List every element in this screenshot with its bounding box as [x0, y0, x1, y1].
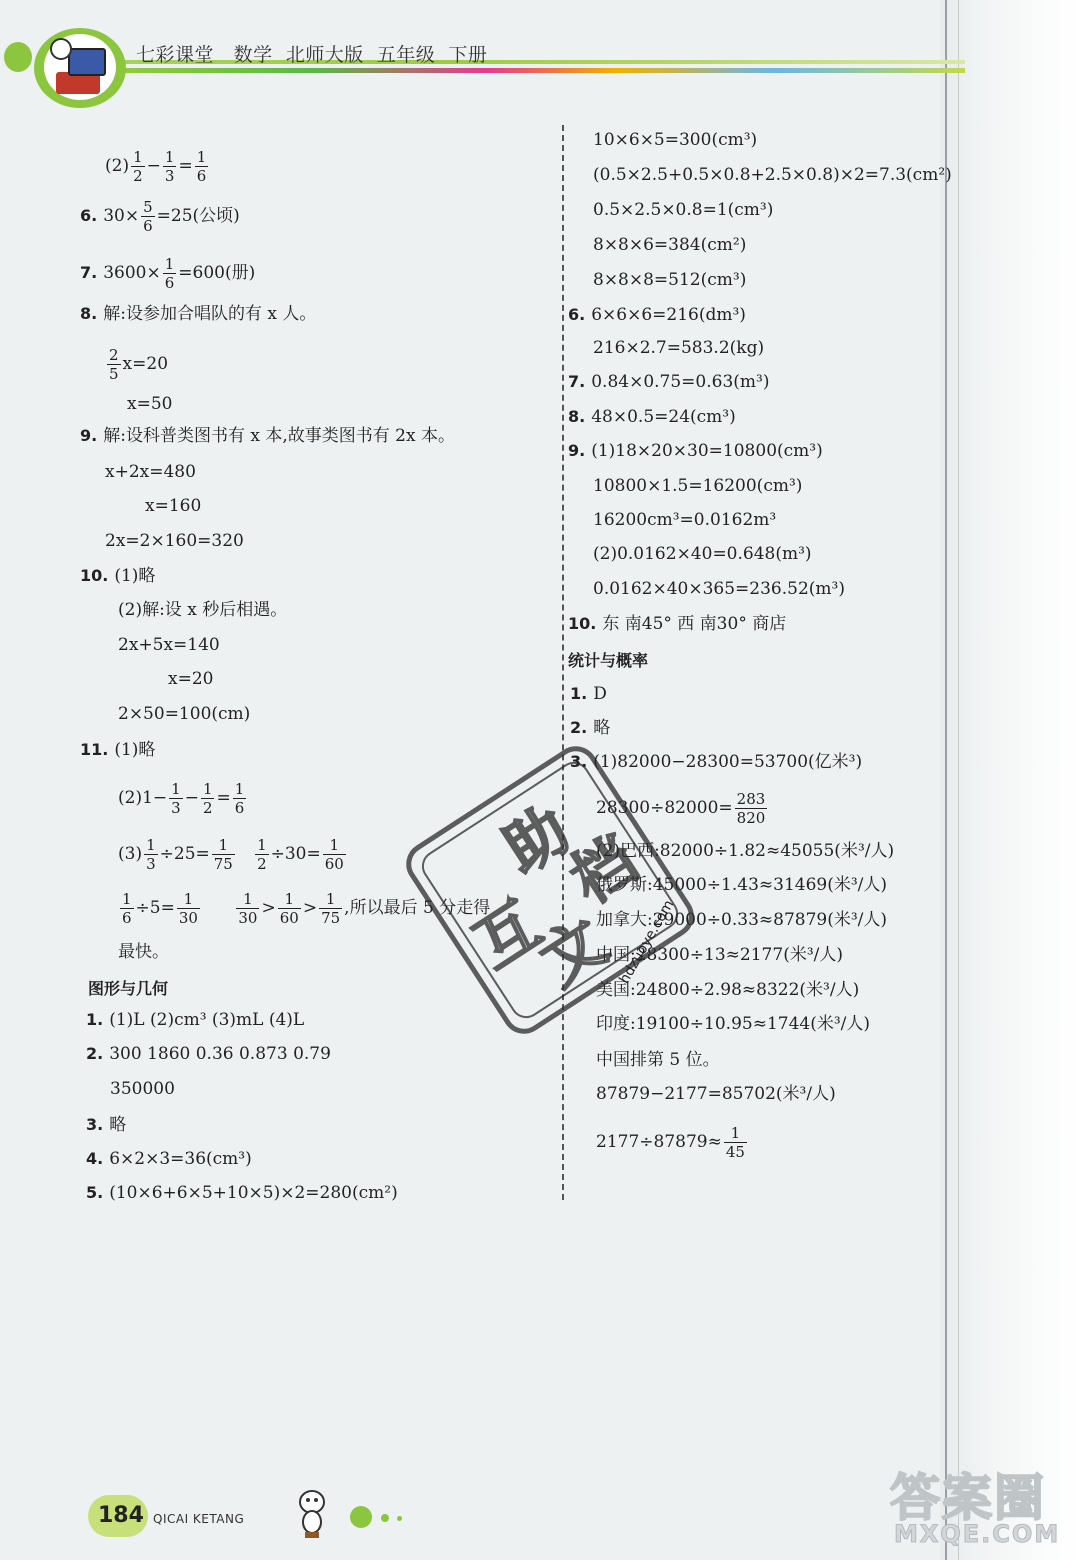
right-line-2: (0.5×2.5+0.5×0.8+2.5×0.8)×2=7.3(cm²)	[593, 165, 952, 185]
geo-9-l3: 16200cm³=0.0162m³	[593, 510, 777, 530]
header-title: 七彩课堂 数学 北师大版 五年级 下册	[136, 44, 488, 66]
geo-5: 5. (10×6+6×5+10×5)×2=280(cm²)	[86, 1183, 398, 1203]
stat-1: 1. D	[570, 684, 607, 704]
geo-4: 4. 6×2×3=36(cm³)	[86, 1149, 252, 1169]
answer-9-eq2: x=160	[145, 496, 202, 516]
logo-mascot-icon	[50, 38, 72, 60]
stamp-url: hdzuoye.com	[616, 897, 678, 987]
page-fold-line-2	[958, 0, 959, 1560]
geo-9-l4: (2)0.0162×40=0.648(m³)	[593, 544, 812, 564]
stat-2: 2. 略	[570, 718, 611, 738]
stamp-char: 档	[557, 822, 650, 918]
stat-3: 3. (1)82000−28300=53700(亿米³)	[570, 752, 863, 772]
geo-3: 3. 略	[86, 1115, 127, 1135]
answer-8-eq2: x=50	[127, 394, 173, 414]
stat-3-l4: 俄罗斯:45000÷1.43≈31469(米³/人)	[596, 875, 888, 895]
geo-9-l2: 10800×1.5=16200(cm³)	[593, 476, 803, 496]
stat-3-l7: 美国:24800÷2.98≈8322(米³/人)	[596, 980, 860, 1000]
answer-11-l4: $\frac{1}{6}$ ÷5= $\frac{1}{30}$ $\frac{1}{30}$ > $\frac{1}{60}$ > $\frac{1}{75}$ ,所以最后 5 分走得	[122, 890, 491, 927]
stat-3-l8: 印度:19100÷10.95≈1744(米³/人)	[596, 1014, 871, 1034]
right-line-3: 0.5×2.5×0.8=1(cm³)	[593, 200, 774, 220]
logo-dot	[4, 42, 32, 72]
answer-9: 9. 解:设科普类图书有 x 本,故事类图书有 2x 本。	[80, 426, 455, 446]
geo-1: 1. (1)L (2)cm³ (3)mL (4)L	[86, 1010, 305, 1030]
stat-3-l2: 28300÷82000= $\frac{283}{820}$	[596, 790, 766, 827]
answer-10: 10. (1)略	[80, 566, 156, 586]
answer-6: 6. 30× $\frac{5}{6}$ =25(公顷)	[80, 198, 240, 235]
corner-watermark	[890, 1458, 1070, 1554]
stat-3-l6: 中国:28300÷13≈2177(米³/人)	[596, 945, 843, 965]
answer-7: 7. 3600× $\frac{1}{6}$ =600(册)	[80, 255, 256, 292]
stat-3-l9: 中国排第 5 位。	[596, 1050, 720, 1070]
answer-9-eq1: x+2x=480	[105, 462, 196, 482]
page-fold-line	[945, 0, 947, 1560]
answer-11-l3: (3) $\frac{1}{3}$ ÷25= $\frac{1}{75}$ $\frac{1}{2}$ ÷30= $\frac{1}{60}$	[118, 836, 344, 873]
answer-10-l3: 2x+5x=140	[118, 635, 220, 655]
right-line-1: 10×6×5=300(cm³)	[593, 130, 758, 150]
logo-monitor-icon	[68, 48, 106, 76]
footer-dot	[397, 1516, 402, 1521]
geo-6-l2: 216×2.7=583.2(kg)	[593, 338, 765, 358]
footer-dot	[350, 1506, 372, 1528]
answer-10-l5: 2×50=100(cm)	[118, 704, 251, 724]
answer-11-l5: 最快。	[118, 942, 169, 962]
geo-2-l2: 350000	[110, 1079, 175, 1099]
answer-11: 11. (1)略	[80, 740, 156, 760]
answer-8: 8. 解:设参加合唱队的有 x 人。	[80, 304, 317, 324]
answer-10-l4: x=20	[168, 669, 214, 689]
geo-7: 7. 0.84×0.75=0.63(m³)	[568, 372, 770, 392]
answer-9-eq3: 2x=2×160=320	[105, 531, 244, 551]
corner-watermark-cn: 答案圈	[890, 1469, 1046, 1527]
stamp-char: 助	[490, 792, 583, 888]
answer-8-eq1: $\frac{2}{5}$ x=20	[109, 346, 169, 383]
section-title-geometry: 图形与几何	[88, 979, 169, 998]
geo-2: 2. 300 1860 0.36 0.873 0.79	[86, 1044, 331, 1064]
right-line-4: 8×8×6=384(cm²)	[593, 235, 747, 255]
geo-9: 9. (1)18×20×30=10800(cm³)	[568, 441, 823, 461]
stamp-char: 文	[527, 904, 620, 1000]
corner-watermark-en: MXQE.COM	[894, 1520, 1061, 1548]
answer-line: (2) $\frac{1}{2}$ − $\frac{1}{3}$ = $\frac{1}{6}$	[105, 148, 207, 185]
geo-6: 6. 6×6×6=216(dm³)	[568, 305, 746, 325]
answer-10-l2: (2)解:设 x 秒后相遇。	[118, 600, 288, 620]
stat-3-l10: 87879−2177=85702(米³/人)	[596, 1084, 836, 1104]
right-line-5: 8×8×8=512(cm³)	[593, 270, 747, 290]
geo-8: 8. 48×0.5=24(cm³)	[568, 407, 736, 427]
footer-dot	[381, 1514, 389, 1522]
footer-brand: QICAI KETANG	[153, 1512, 245, 1526]
mascot-icon	[292, 1488, 332, 1540]
answer-11-l2: (2)1− $\frac{1}{3}$ − $\frac{1}{2}$ = $\frac{1}{6}$	[118, 780, 245, 817]
geo-10: 10. 东 南45° 西 南30° 商店	[568, 614, 787, 634]
page-edge-shade	[940, 0, 1080, 1560]
stat-3-l5: 加拿大:29000÷0.33≈87879(米³/人)	[596, 910, 888, 930]
section-title-statistics: 统计与概率	[568, 651, 649, 670]
column-divider	[562, 125, 564, 1200]
stat-3-l11: 2177÷87879≈ $\frac{1}{45}$	[596, 1124, 745, 1161]
geo-9-l5: 0.0162×40×365=236.52(m³)	[593, 579, 845, 599]
stat-3-l3: (2)巴西:82000÷1.82≈45055(米³/人)	[596, 841, 895, 861]
stamp-char: 互	[461, 887, 554, 983]
page-number: 184	[98, 1503, 144, 1528]
